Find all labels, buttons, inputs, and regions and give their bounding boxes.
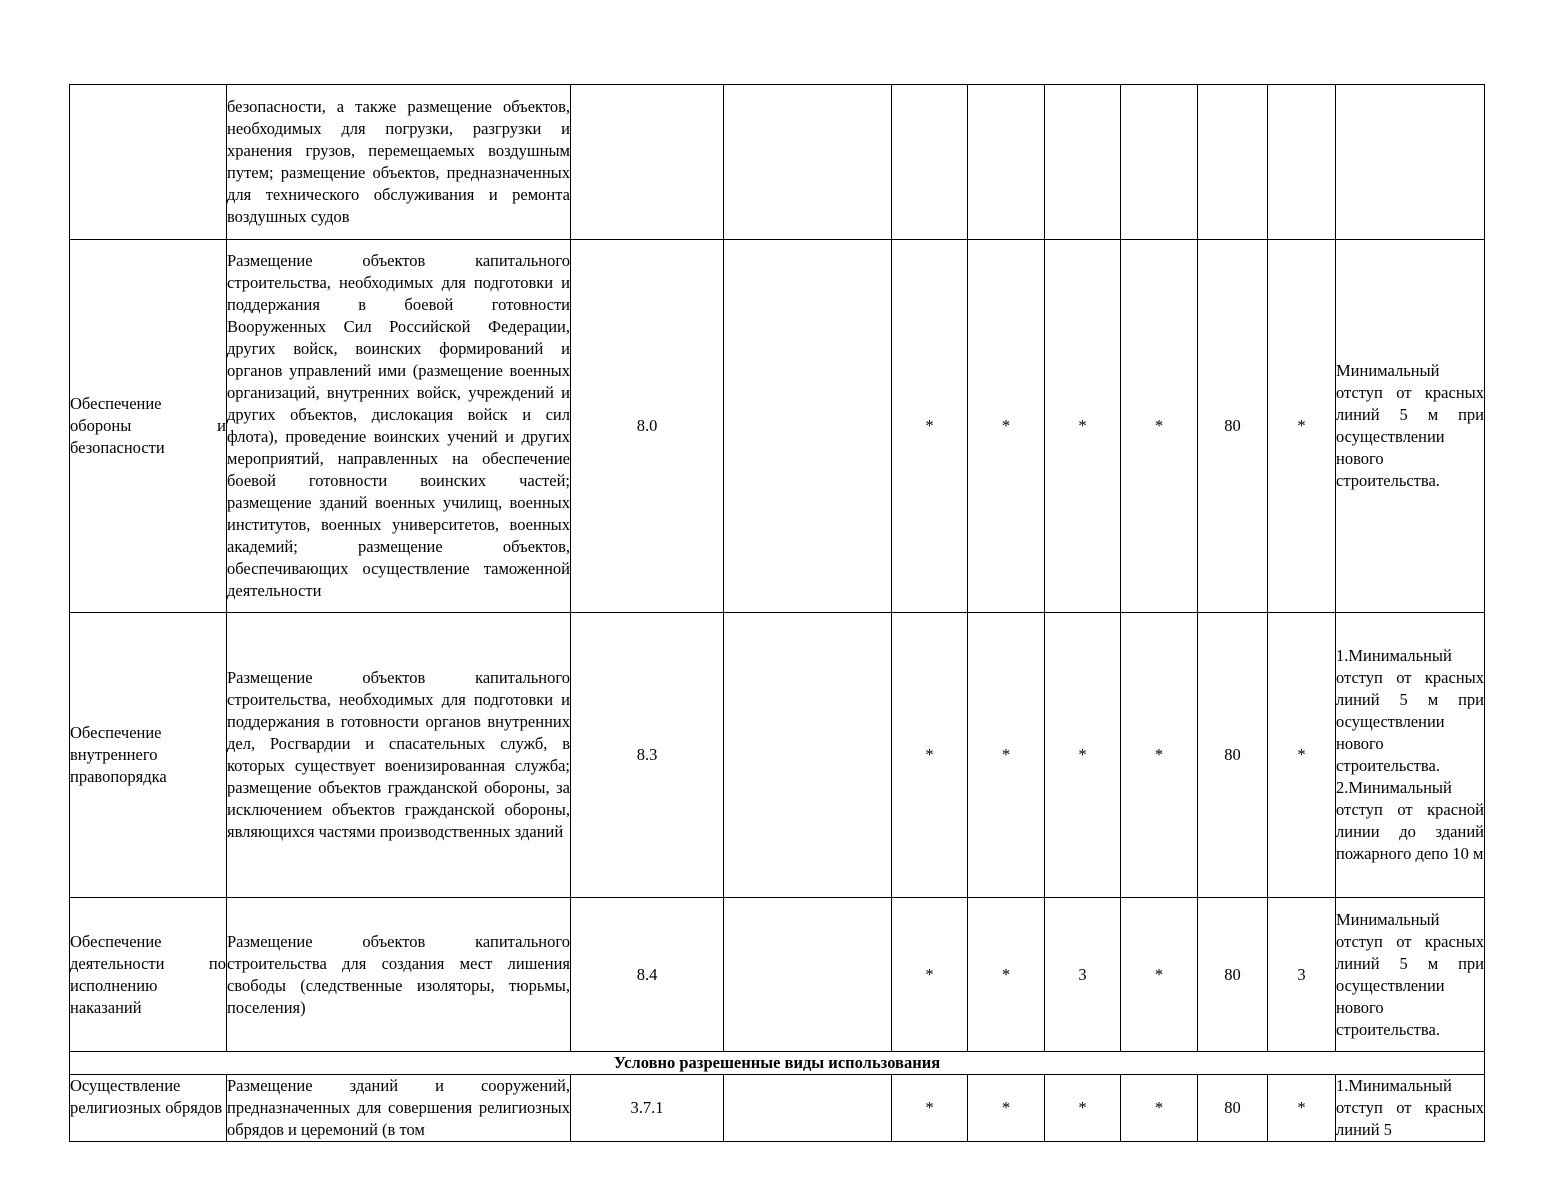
parameter-cell: * [892, 613, 968, 898]
classifier-code: 8.3 [571, 613, 724, 898]
parameter-cell: * [892, 1075, 968, 1142]
parameter-cell: * [1268, 240, 1336, 613]
use-type-description: безопасности, а также размещение объектов, необходимых для погрузки, разгрузки и хранения грузов, перемещаемых воздушным путем; размещение объектов, предназначенных для технического обслуживания и ремонта воздушных судов [227, 85, 571, 240]
parameter-cell: * [892, 240, 968, 613]
parameter-cell: * [1121, 898, 1198, 1052]
classifier-code: 3.7.1 [571, 1075, 724, 1142]
parameter-cell: 3 [1045, 898, 1121, 1052]
parameter-cell [1045, 85, 1121, 240]
table-row [70, 1075, 1485, 1142]
parameter-cell: 80 [1198, 240, 1268, 613]
classifier-code: 8.4 [571, 898, 724, 1052]
use-type-name [70, 85, 227, 240]
note-text: 2.Минимальный отступ от красной линии до зданий пожарного депо 10 м [1336, 778, 1484, 863]
parameter-cell: 80 [1198, 898, 1268, 1052]
parameter-cell [892, 85, 968, 240]
parameter-cell: 3 [1268, 898, 1336, 1052]
parameter-cell: * [1045, 1075, 1121, 1142]
parameter-cell [968, 85, 1045, 240]
notes-cell [1336, 613, 1485, 898]
notes-cell [1336, 1075, 1485, 1142]
parameter-cell: * [968, 613, 1045, 898]
parameter-cell [724, 898, 892, 1052]
parameter-cell [724, 240, 892, 613]
notes-cell [1336, 240, 1485, 613]
note-text: Минимальный отступ от красных линий 5 м при осуществлении нового строительства. [1336, 361, 1484, 490]
notes-cell [1336, 898, 1485, 1052]
parameter-cell: * [968, 1075, 1045, 1142]
section-header: Условно разрешенные виды использования [70, 1052, 1485, 1075]
note-text: 1.Минимальный отступ от красных линий 5 [1336, 1076, 1484, 1139]
use-type-name: Обеспечение обороны и безопасности [70, 240, 227, 613]
parameter-cell: * [1045, 240, 1121, 613]
classifier-code: 8.0 [571, 240, 724, 613]
parameter-cell: 80 [1198, 1075, 1268, 1142]
use-type-name: Обеспечение деятельности по исполнению наказаний [70, 898, 227, 1052]
table-row [70, 898, 1485, 1052]
parameter-cell: * [1268, 1075, 1336, 1142]
zoning-regulations-table [69, 84, 1485, 1142]
parameter-cell [1198, 85, 1268, 240]
parameter-cell [724, 85, 892, 240]
use-type-description: Размещение зданий и сооружений, предназначенных для совершения религиозных обрядов и церемоний (в том [227, 1075, 571, 1142]
classifier-code [571, 85, 724, 240]
note-text: Минимальный отступ от красных линий 5 м при осуществлении нового строительства. [1336, 909, 1484, 1039]
use-type-description: Размещение объектов капитального строительства, необходимых для подготовки и поддержания в боевой готовности Вооруженных Сил Российской Федерации, других войск, воинских формирований и органов управлений ими (размещение военных организаций, внутренних войск, учреждений и других объектов, дислокация войск и сил флота), проведение воинских учений и других мероприятий, направленных на обеспечение боевой готовности воинских частей; размещение зданий военных училищ, военных институтов, военных университетов, военных академий; размещение объектов, обеспечивающих осуществление таможенной деятельности [227, 240, 571, 613]
parameter-cell [724, 613, 892, 898]
notes-cell [1336, 85, 1485, 240]
parameter-cell: * [968, 240, 1045, 613]
parameter-cell [1268, 85, 1336, 240]
parameter-cell: * [968, 898, 1045, 1052]
table-row [70, 85, 1485, 240]
parameter-cell [1121, 85, 1198, 240]
parameter-cell: * [892, 898, 968, 1052]
section-header-row [70, 1052, 1485, 1075]
parameter-cell [724, 1075, 892, 1142]
note-text: 1.Минимальный отступ от красных линий 5 м при осуществлении нового строительства. [1336, 646, 1484, 775]
parameter-cell: * [1121, 240, 1198, 613]
parameter-cell: * [1121, 613, 1198, 898]
table-row [70, 613, 1485, 898]
parameter-cell: * [1121, 1075, 1198, 1142]
table-row [70, 240, 1485, 613]
parameter-cell: * [1045, 613, 1121, 898]
use-type-description: Размещение объектов капитального строительства, необходимых для подготовки и поддержания в готовности органов внутренних дел, Росгвардии и спасательных служб, в которых существует военизированная служба; размещение объектов гражданской обороны, за исключением объектов гражданской обороны, являющихся частями производственных зданий [227, 613, 571, 898]
parameter-cell: * [1268, 613, 1336, 898]
parameter-cell: 80 [1198, 613, 1268, 898]
use-type-name: Осуществление религиозных обрядов [70, 1075, 227, 1142]
use-type-name: Обеспечение внутреннего правопорядка [70, 613, 227, 898]
use-type-description: Размещение объектов капитального строительства для создания мест лишения свободы (следственные изоляторы, тюрьмы, поселения) [227, 898, 571, 1052]
